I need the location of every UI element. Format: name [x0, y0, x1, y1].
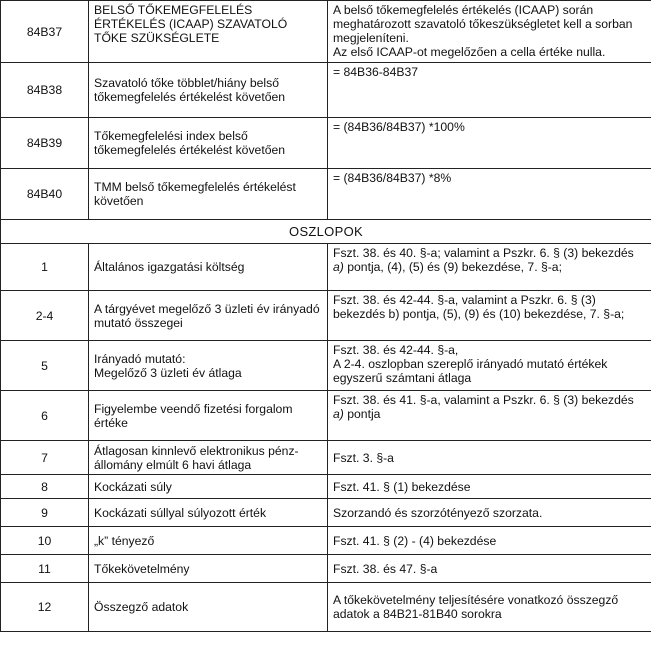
column-description [328, 583, 651, 632]
description-text: A tőkekövetelmény teljesítésére vonatkozó összegző adatok a 84B21-81B40 sorokra [333, 593, 619, 621]
description-text: Fszt. 41. § (2) - (4) bekezdése [333, 533, 497, 548]
description-text: Fszt. 38. és 40. §-a; valamint a Pszkr. 6. § (3) bekezdés [333, 246, 634, 260]
column-name: „k” tényező [89, 527, 328, 555]
column-name: Kockázati súllyal súlyozott érték [89, 499, 328, 527]
column-description [328, 499, 651, 527]
description-italic: a) [333, 407, 344, 421]
table-row [1, 341, 651, 391]
table-row [1, 527, 651, 555]
column-code: 12 [1, 583, 89, 632]
column-name: Általános igazgatási költség [89, 244, 328, 291]
column-description [328, 391, 651, 441]
row-code: 84B38 [1, 63, 89, 118]
table-row [1, 118, 651, 169]
column-code: 11 [1, 555, 89, 583]
column-description [328, 244, 651, 291]
row-name: Tőkemegfelelési index belső tőkemegfelelés értékelést követően [89, 118, 328, 169]
column-code: 10 [1, 527, 89, 555]
row-description: A belső tőkemegfelelés értékelés (ICAAP) során meghatározott szavatoló tőkeszükségletet kell a sorban megjeleníteni. Az első ICAAP-ot megelőzően a cella értéke nulla. [328, 1, 651, 63]
table-row [1, 475, 651, 499]
row-code: 84B37 [1, 1, 89, 63]
table-row [1, 391, 651, 441]
description-text: Fszt. 38. és 42-44. §-a, A 2-4. oszlopban szereplő irányadó mutató értékek egyszerű számtani átlaga [333, 343, 608, 385]
column-name: Tőkekövetelmény [89, 555, 328, 583]
table-row [1, 63, 651, 118]
section-title: OSZLOPOK [1, 220, 651, 244]
description-text: Fszt. 38. és 42-44. §-a, valamint a Pszkr. 6. § (3) bekezdés b) pontja, (5), (9) és (10) bekezdése, 7. §-a; [333, 293, 625, 321]
table-row [1, 441, 651, 475]
row-description: = (84B36/84B37) *100% [328, 118, 651, 169]
row-description: = (84B36/84B37) *8% [328, 169, 651, 220]
column-description [328, 555, 651, 583]
column-description [328, 291, 651, 341]
row-code: 84B40 [1, 169, 89, 220]
column-name: Átlagosan kinnlevő elektronikus pénz-állomány elmúlt 6 havi átlaga [89, 441, 328, 475]
table-row [1, 499, 651, 527]
description-text: Fszt. 38. és 41. §-a, valamint a Pszkr. 6. § (3) bekezdés [333, 393, 634, 407]
section-header-row [1, 220, 651, 244]
column-code: 9 [1, 499, 89, 527]
description-text: Fszt. 38. és 47. §-a [333, 561, 438, 576]
row-name: TMM belső tőkemegfelelés értékelést követően [89, 169, 328, 220]
description-text: Szorzandó és szorzótényező szorzata. [333, 505, 543, 520]
description-italic: a) [333, 260, 344, 274]
table-row [1, 1, 651, 63]
column-code: 1 [1, 244, 89, 291]
column-description [328, 341, 651, 391]
description-text: Fszt. 41. § (1) bekezdése [333, 479, 471, 494]
column-code: 8 [1, 475, 89, 499]
row-code: 84B39 [1, 118, 89, 169]
table-row [1, 555, 651, 583]
description-text: Fszt. 3. §-a [333, 450, 394, 465]
column-description [328, 527, 651, 555]
column-code: 7 [1, 441, 89, 475]
column-description [328, 441, 651, 475]
column-code: 5 [1, 341, 89, 391]
column-code: 6 [1, 391, 89, 441]
column-name: Figyelembe veendő fizetési forgalom értéke [89, 391, 328, 441]
table-row [1, 169, 651, 220]
column-name: Irányadó mutató: Megelőző 3 üzleti év átlaga [89, 341, 328, 391]
description-text-cont: pontja, (4), (5) és (9) bekezdése, 7. §-a; [343, 260, 562, 274]
table-row [1, 583, 651, 632]
column-description [328, 475, 651, 499]
description-text-cont: pontja [343, 407, 381, 421]
column-code: 2-4 [1, 291, 89, 341]
column-name: Kockázati súly [89, 475, 328, 499]
column-name: Összegző adatok [89, 583, 328, 632]
row-name: BELSŐ TŐKEMEGFELELÉS ÉRTÉKELÉS (ICAAP) SZAVATOLÓ TŐKE SZÜKSÉGLETE [89, 1, 328, 63]
row-name: Szavatoló tőke többlet/hiány belső tőkemegfelelés értékelést követően [89, 63, 328, 118]
row-description: = 84B36-84B37 [328, 63, 651, 118]
column-name: A tárgyévet megelőző 3 üzleti év irányadó mutató összegei [89, 291, 328, 341]
table-row [1, 291, 651, 341]
table-row [1, 244, 651, 291]
